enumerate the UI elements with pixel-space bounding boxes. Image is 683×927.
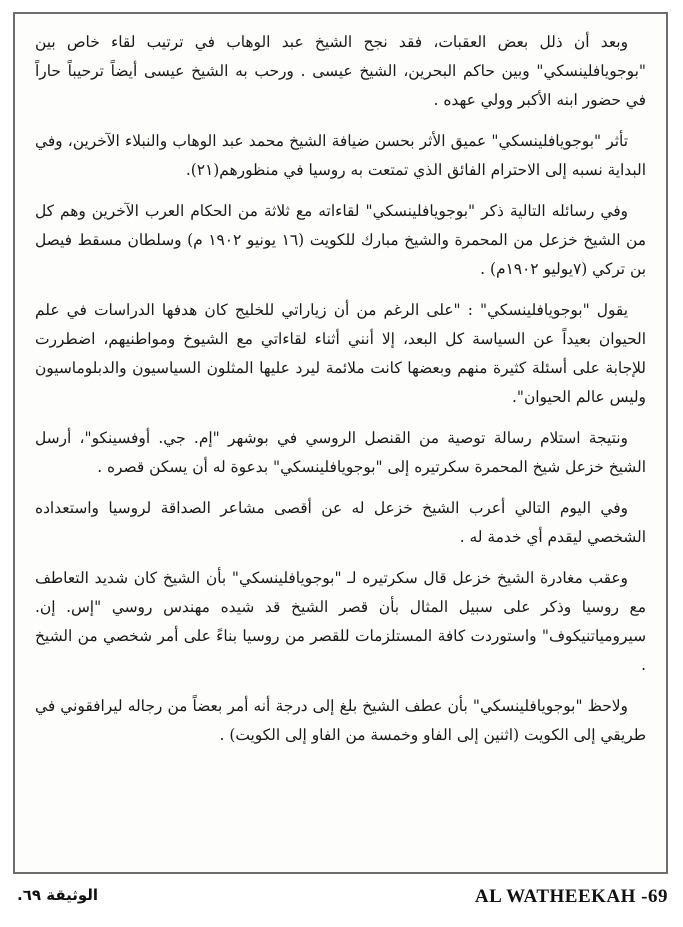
paragraph-3: وفي رسائله التالية ذكر "بوجويافلينسكي" لقاءاته مع ثلاثة من الحكام العرب الآخرين وهم كل من الشيخ خزعل من المحمرة والشيخ مبارك للكويت (١٦ يونيو ١٩٠٢ م) وسلطان مسقط فيصل بن تركي (٧يوليو ١٩٠٢م) . xyxy=(35,202,647,278)
page-footer xyxy=(13,880,668,916)
paragraph-6: وفي اليوم التالي أعرب الشيخ خزعل له عن أقصى مشاعر الصداقة لروسيا واستعداده الشخصي ليقدم أي خدمة له . xyxy=(35,499,646,546)
footer-english-page-number: AL WATHEEKAH -69 xyxy=(474,886,668,907)
paragraph-4: يقول "بوجويافلينسكي" : "على الرغم من أن زياراتي للخليج كان هدفها الدراسات في علم الحيوان بعيداً عن السياسة كل البعد، إلا أنني أثناء لقاءاتي مع الشيوخ ومواطنيهم، اضطررت للإجابة على أسئلة كثيرة منهم وبعضها كانت ملائمة ليرد عليها المثلون السياسيون والدبلوماسيون وليس عالم الحيوان". xyxy=(35,301,646,406)
footer-arabic-page-number: الوثيقة ٦٩. xyxy=(17,886,99,904)
paragraph-1: وبعد أن ذلل بعض العقبات، فقد نجح الشيخ عبد الوهاب في ترتيب لقاء خاص بين "بوجويافلينسكي" وبين حاكم البحرين، الشيخ عيسى . ورحب به الشيخ عيسى أيضاً ترحيباً حاراً في حضور ابنه الأكبر وولي عهده . xyxy=(35,33,646,109)
article-body xyxy=(35,28,646,762)
paragraph-2: تأثر "بوجويافلينسكي" عميق الأثر بحسن ضيافة الشيخ محمد عبد الوهاب والنبلاء الآخرين، وفي البداية نسبه إلى الاحترام الفائق الذي تمتعت به روسيا في منظورهم(٢١). xyxy=(35,132,646,179)
paragraph-5: ونتيجة استلام رسالة توصية من القنصل الروسي في بوشهر "إم. جي. أوفسينكو"، أرسل الشيخ خزعل شيخ المحمرة سكرتيره إلى "بوجويافلينسكي" بدعوة له أن يسكن قصره . xyxy=(35,429,646,476)
page-frame xyxy=(13,12,668,874)
paragraph-7: وعقب مغادرة الشيخ خزعل قال سكرتيره لـ "بوجويافلينسكي" بأن الشيخ كان شديد التعاطف مع روسيا وذكر على سبيل المثال بأن قصر الشيخ قد شيده مهندس روسي "إس. إن. سيرومياتنيكوف" واستوردت كافة المستلزمات للقصر من روسيا بناءً على أمر شخصي من الشيخ . xyxy=(35,569,646,674)
paragraph-8: ولاحظ "بوجويافلينسكي" بأن عطف الشيخ بلغ إلى درجة أنه أمر بعضاً من رجاله ليرافقوني في طريقي إلى الكويت (اثنين إلى الفاو وخمسة من الفاو إلى الكويت) . xyxy=(35,697,646,744)
